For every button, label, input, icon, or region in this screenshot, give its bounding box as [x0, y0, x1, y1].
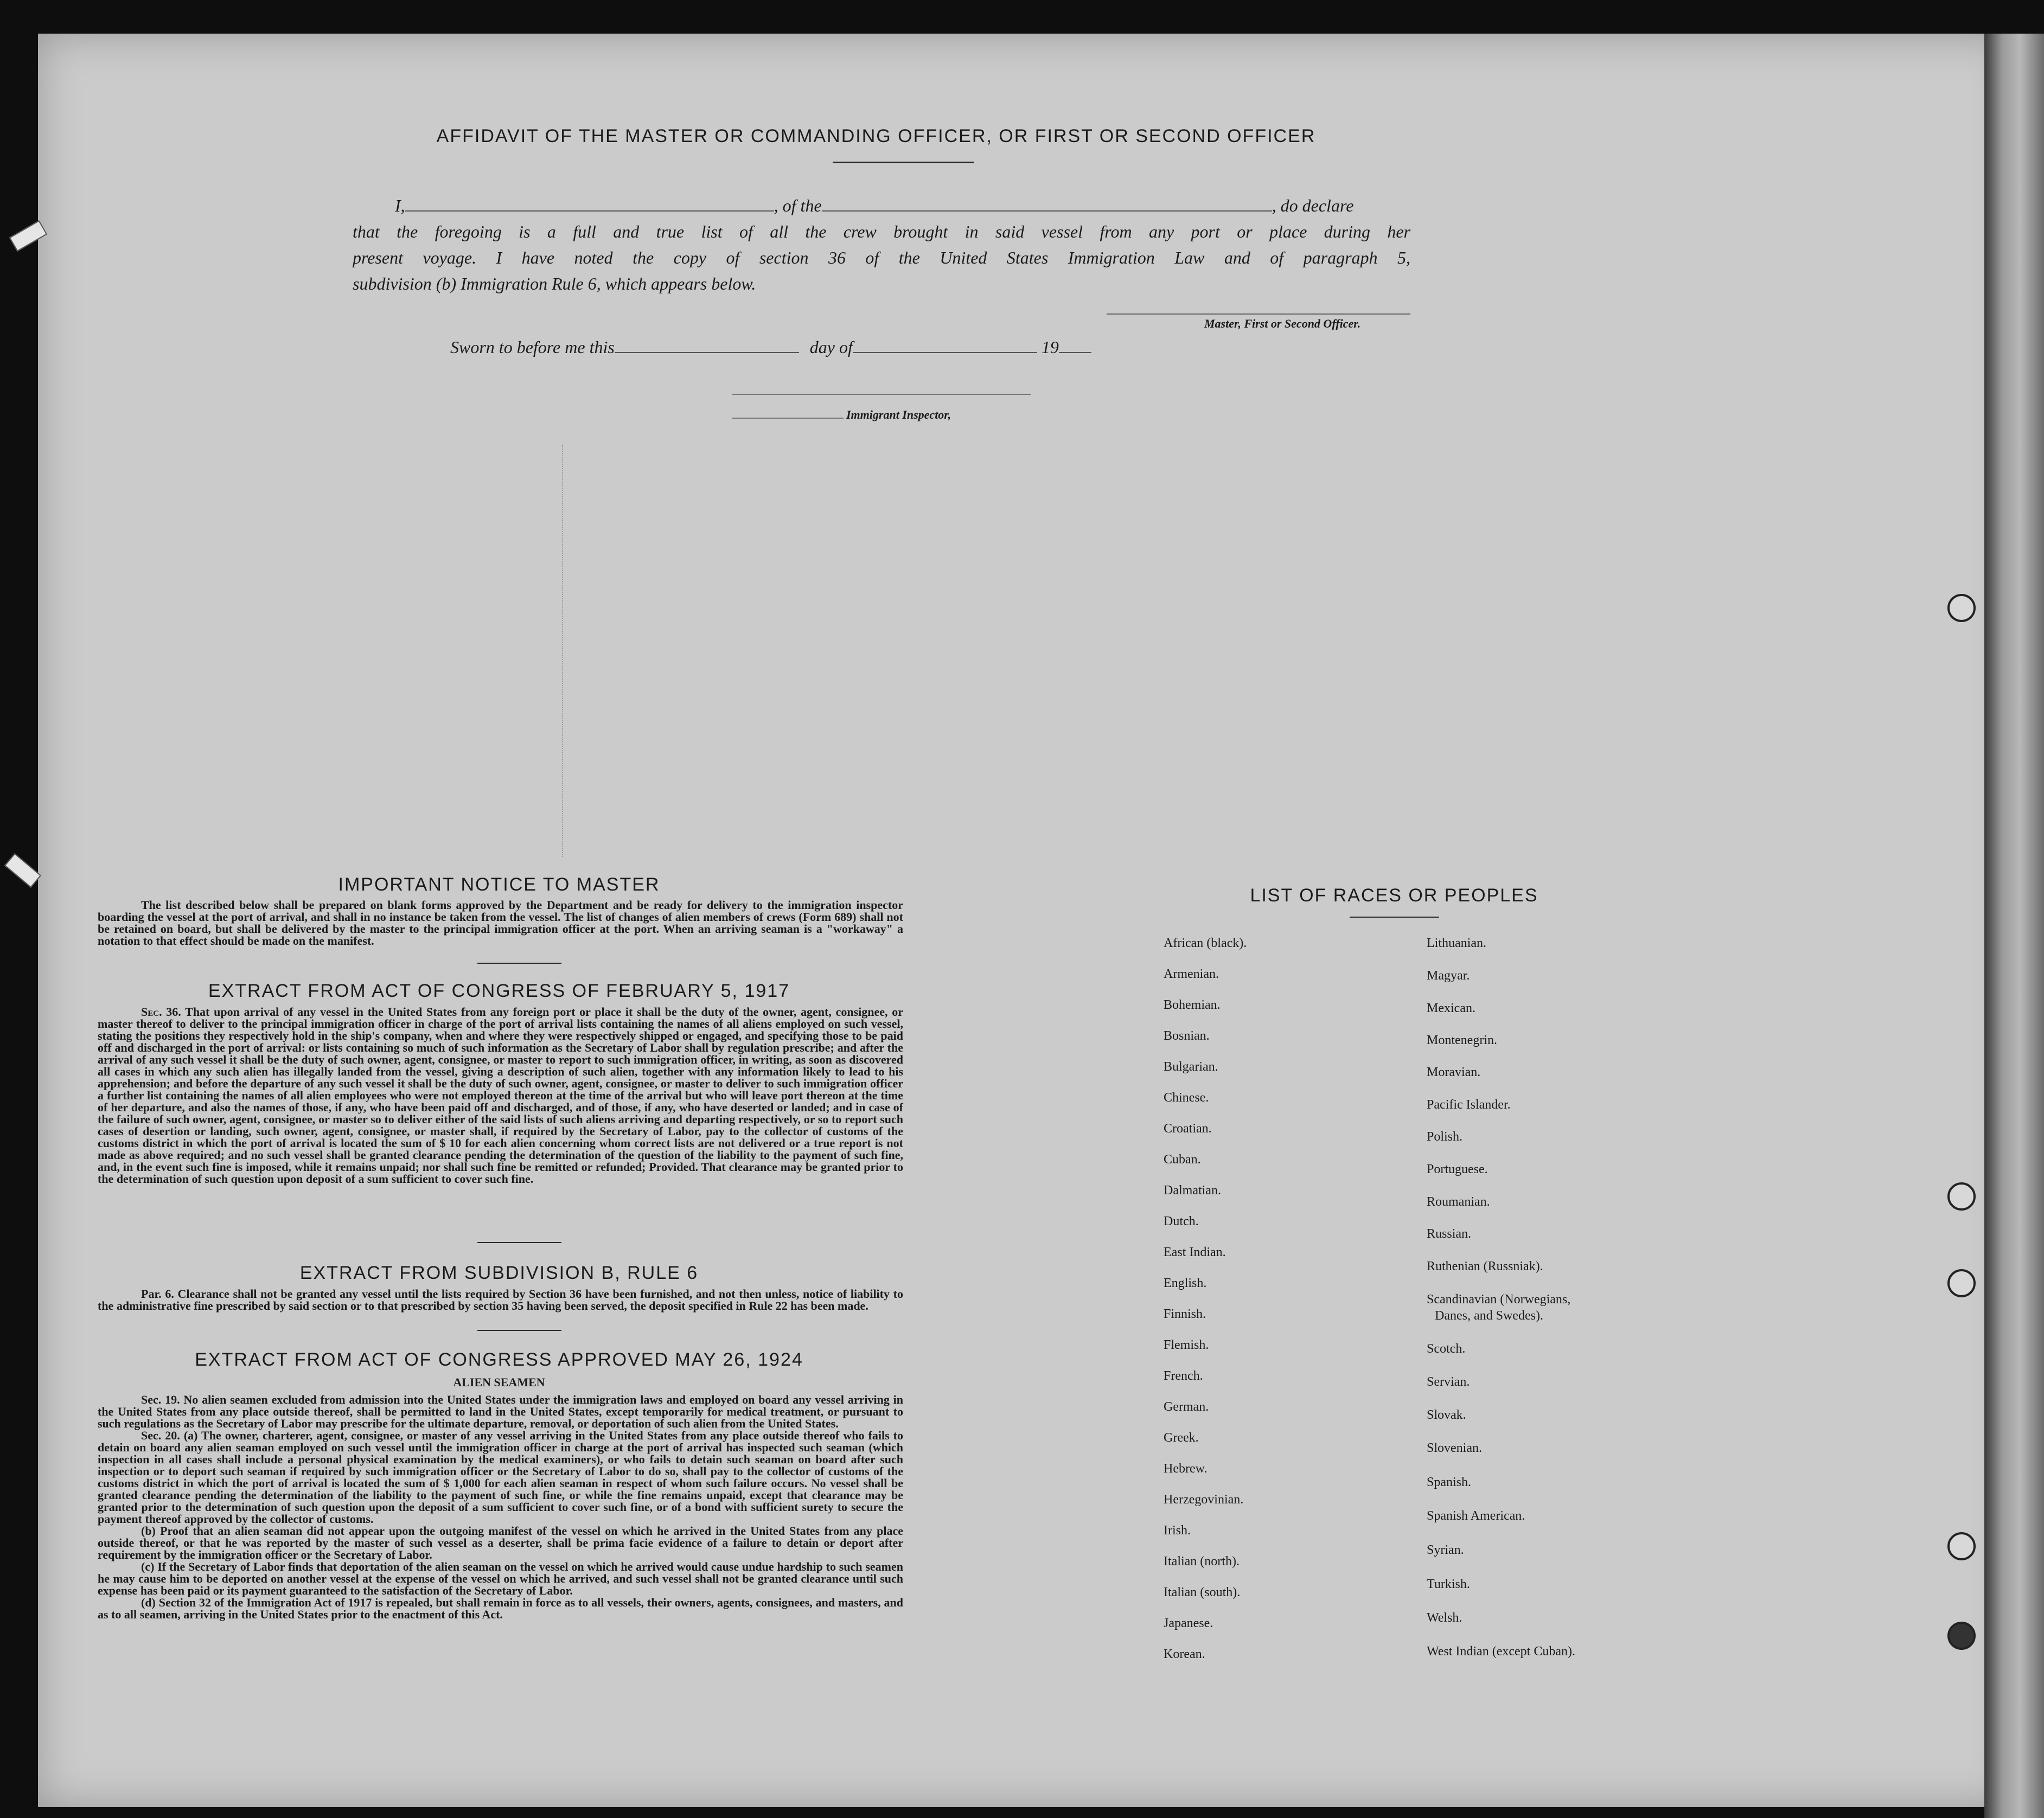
race-item: Pacific Islander. [1427, 1098, 1511, 1112]
rule-6-title: EXTRACT FROM SUBDIVISION B, RULE 6 [299, 1263, 699, 1283]
binder-hole-icon [1947, 594, 1976, 622]
race-item: Roumanian. [1427, 1195, 1490, 1209]
vessel-field[interactable] [822, 210, 1272, 212]
year-prefix: 19 [1041, 337, 1059, 357]
binder-hole-icon [1947, 1622, 1976, 1650]
do-declare-label: , do declare [1272, 196, 1354, 215]
races-title: LIST OF RACES OR PEOPLES [1250, 885, 1538, 906]
race-item: Dalmatian. [1164, 1183, 1221, 1198]
race-item: Hebrew. [1164, 1462, 1208, 1476]
inspector-line[interactable] [732, 418, 844, 419]
race-item: Russian. [1427, 1227, 1472, 1241]
affidavit-statement [353, 193, 1410, 297]
race-item: Japanese. [1164, 1616, 1213, 1630]
inspector-caption: Immigrant Inspector, [846, 408, 951, 421]
race-item: Syrian. [1427, 1543, 1464, 1557]
race-item: Croatian. [1164, 1122, 1212, 1136]
extract-1917-divider [477, 1242, 561, 1243]
race-item: Polish. [1427, 1130, 1463, 1144]
race-item: Mexican. [1427, 1001, 1475, 1015]
race-item: Turkish. [1427, 1577, 1470, 1591]
race-item: West Indian (except Cuban). [1427, 1644, 1575, 1659]
race-item: Armenian. [1164, 967, 1219, 981]
day-of-label: day of [809, 337, 853, 357]
sec-20b-text: (b) Proof that an alien seaman did not appear upon the outgoing manifest of the vessel on which he arrived in the United States from any place outside thereof, or that he was reported by the master of such vessel as a deserter, shall be prima facie evidence of a failure to detain or deport after requirement by the immigration officer or the Secretary of Labor. [98, 1524, 903, 1561]
signature-line[interactable] [1107, 313, 1410, 315]
extract-1917-body [98, 1006, 903, 1185]
of-the-label: , of the [774, 196, 822, 215]
race-item: African (black). [1164, 936, 1247, 950]
race-item: Scandinavian (Norwegians, [1427, 1292, 1571, 1307]
binder-edge [1984, 34, 2044, 1818]
race-item: Finnish. [1164, 1307, 1206, 1321]
race-item: Spanish. [1427, 1475, 1472, 1489]
sworn-label: Sworn to before me this [450, 337, 615, 357]
binder-hole-icon [1947, 1532, 1976, 1560]
race-item: Irish. [1164, 1523, 1191, 1538]
page-tab [4, 853, 41, 888]
race-item: Greek. [1164, 1431, 1199, 1445]
affidavit-line-2: that the foregoing is a full and true list of all the crew brought in said vessel from any port or place during her [353, 222, 1410, 241]
race-item: Magyar. [1427, 969, 1470, 983]
affidavit-title: AFFIDAVIT OF THE MASTER OR COMMANDING OFFICER, OR FIRST OR SECOND OFFICER [436, 126, 1316, 146]
race-item: Moravian. [1427, 1065, 1481, 1079]
race-item: Slovak. [1427, 1408, 1466, 1422]
sec-19-text: Sec. 19. No alien seamen excluded from admission into the United States under the immigration laws and employed on board any vessel arriving in the United States from any place outside thereof, shall be permitted to land in the United States, except temporarily for medical treatment, or pursuant to such regulations as the Secretary of Labor may prescribe for the ultimate departure, removal, or deportation of such alien from the United States. [98, 1393, 903, 1430]
race-item: East Indian. [1164, 1245, 1226, 1259]
name-field[interactable] [405, 210, 774, 212]
race-item: Lithuanian. [1427, 936, 1486, 950]
race-item: Italian (south). [1164, 1585, 1241, 1599]
affidavit-line-3: present voyage. I have noted the copy of section 36 of the United States Immigration Law and of paragraph 5, [353, 248, 1410, 267]
title-underline [833, 162, 974, 163]
race-item: Welsh. [1427, 1611, 1462, 1625]
race-item: Bohemian. [1164, 998, 1221, 1012]
race-item: Servian. [1427, 1375, 1470, 1389]
fold-mark [562, 445, 563, 857]
race-item: Dutch. [1164, 1214, 1199, 1228]
race-item: Italian (north). [1164, 1554, 1240, 1569]
notice-title: IMPORTANT NOTICE TO MASTER [338, 874, 660, 895]
race-item: Flemish. [1164, 1338, 1209, 1352]
rule-6-body: Par. 6. Clearance shall not be granted any vessel until the lists required by Section 36 have been furnished, and not then unless, notice of liability to the administrative fine prescribed by said section or to that prescribed by section 35 having been served, the deposit specified in Rule 22 has been made. [98, 1287, 903, 1313]
race-item: Herzegovinian. [1164, 1493, 1244, 1507]
sec-20a-text: Sec. 20. (a) The owner, charterer, agent, consignee, or master of any vessel arriving in the United States from any place outside thereof who fails to detain on board any alien seaman employed on such vessel until the immigration officer in charge at the port of arrival has inspected such seaman (which inspection in all cases shall include a personal physical examination by the medical examiners), or who fails to detain such seaman on board after such inspection or to deport such seaman if required by such immigration officer or the Secretary of Labor to do so, shall pay to the collector of customs of the customs district in which the port of arrival is located the sum of $ 1,000 for each alien seaman in respect of whom such failure occurs. No vessel shall be granted clearance pending the determination of the liability to the payment of such fine, or while the fine remains unpaid, except that clearance may be granted prior to the determination of such question upon the deposit of a sum sufficient to cover such fine, or of a bond with sufficient surety to secure the payment thereof approved by the collector of customs. [98, 1429, 903, 1526]
sworn-year-field[interactable] [1059, 351, 1091, 353]
inspector-line-top[interactable] [732, 394, 1031, 395]
extract-1917-title: EXTRACT FROM ACT OF CONGRESS OF FEBRUARY 5, 1917 [208, 981, 790, 1001]
race-item: Scotch. [1427, 1342, 1466, 1356]
race-item: Montenegrin. [1427, 1033, 1497, 1047]
race-item: Ruthenian (Russniak). [1427, 1259, 1543, 1273]
race-item: Danes, and Swedes). [1435, 1309, 1543, 1323]
race-item: Bosnian. [1164, 1029, 1210, 1043]
binder-hole-icon [1947, 1182, 1976, 1211]
sworn-day-field[interactable] [615, 351, 799, 353]
rule-6-divider [477, 1330, 561, 1331]
i-word: I, [395, 196, 405, 215]
sworn-line [450, 337, 1091, 357]
signature-caption: Master, First or Second Officer. [1204, 317, 1361, 330]
affidavit-line-1 [353, 193, 1410, 219]
sec-20c-text: (c) If the Secretary of Labor finds that deportation of the alien seaman on the vessel on which he arrived would cause undue hardship to such seamen he may cause him to be deported on another vessel at the expense of the vessel on which he arrived, and such vessel shall not be granted clearance until such expense has been paid or its payment guaranteed to the satisfaction of the Secretary of Labor. [98, 1560, 903, 1597]
race-item: Chinese. [1164, 1091, 1209, 1105]
races-title-underline [1350, 917, 1439, 918]
race-item: French. [1164, 1369, 1203, 1383]
race-item: Bulgarian. [1164, 1060, 1218, 1074]
sec-20d-text: (d) Section 32 of the Immigration Act of 1917 is repealed, but shall remain in force as to all vessels, their owners, agents, consignees, and masters, and as to all seamen, arriving in the United States prior to the enactment of this Act. [98, 1596, 903, 1621]
notice-body: The list described below shall be prepared on blank forms approved by the Department and be ready for delivery to the immigration inspector boarding the vessel at the port of arrival, and shall in no instance be taken from the vessel. The list of changes of alien members of crews (Form 689) shall not be retained on board, but shall be delivered by the master to the principal immigration officer at the port. When an arriving seaman is a "workaway" a notation to that effect should be made on the manifest. [98, 898, 903, 948]
race-item: Portuguese. [1427, 1162, 1488, 1176]
binder-hole-icon [1947, 1269, 1976, 1297]
sworn-month-field[interactable] [853, 351, 1037, 353]
race-item: Spanish American. [1427, 1509, 1525, 1523]
race-item: English. [1164, 1276, 1207, 1290]
race-item: Korean. [1164, 1647, 1205, 1661]
alien-seamen-subtitle: ALIEN SEAMEN [453, 1375, 545, 1389]
notice-divider [477, 963, 561, 964]
sec-36-text: That upon arrival of any vessel in the United States from any foreign port or place it shall be the duty of the owner, agent, consignee, or master thereof to deliver to the principal immigration officer in charge of the port of arrival lists containing the names of all aliens employed on such vessel, stating the positions they respectively hold in the ship's company, when and where they were respectively shipped or engaged, and specifying those to be paid off and discharged in the port of arrival: or lists containing so much of such information as the Secretary of Labor shall by regulation prescribe; and after the arrival of any such vessel it shall be the duty of such owner, agent, consignee, or master to report to such immigration officer, in writing, as soon as discovered all cases in which any such alien has illegally landed from the vessel, giving a description of such alien, together with any information likely to lead to his apprehension; and before the departure of any such vessel it shall be the duty of such owner, agent, consignee, or master to deliver to such immigration officer a further list containing the names of all alien employees who were not employed thereon at the time of the arrival but who will leave port thereon at the time of her departure, and also the names of those, if any, who have been paid off and discharged, and of those, if any, who have deserted or landed; and in case of the failure of such owner, agent, consignee, or master so to deliver either of the said lists of such aliens arriving and departing respectively, or so to report such cases of desertion or landing, such owner, agent, consignee, or master shall, if required by the Secretary of Labor, pay to the collector of customs of the customs district in which the port of arrival is located the sum of $ 10 for each alien concerning whom correct lists are not delivered or a true report is not made as above required; and no such vessel shall be granted clearance pending the determination of the question of the liability to the payment of such fine, and, in the event such fine is imposed, while it remains unpaid; nor shall such fine be remitted or refunded; Provided. That clearance may be granted prior to the determination of such question upon deposit of a sum sufficient to cover such fine. [98, 1005, 904, 1186]
extract-1924-title: EXTRACT FROM ACT OF CONGRESS APPROVED MAY 26, 1924 [195, 1349, 803, 1370]
race-item: German. [1164, 1400, 1209, 1414]
extract-1924-body [98, 1394, 903, 1621]
affidavit-line-4: subdivision (b) Immigration Rule 6, which appears below. [353, 274, 756, 293]
race-item: Cuban. [1164, 1153, 1201, 1167]
sec-36-label: Sec. 36. [141, 1005, 181, 1019]
race-item: Slovenian. [1427, 1441, 1482, 1455]
